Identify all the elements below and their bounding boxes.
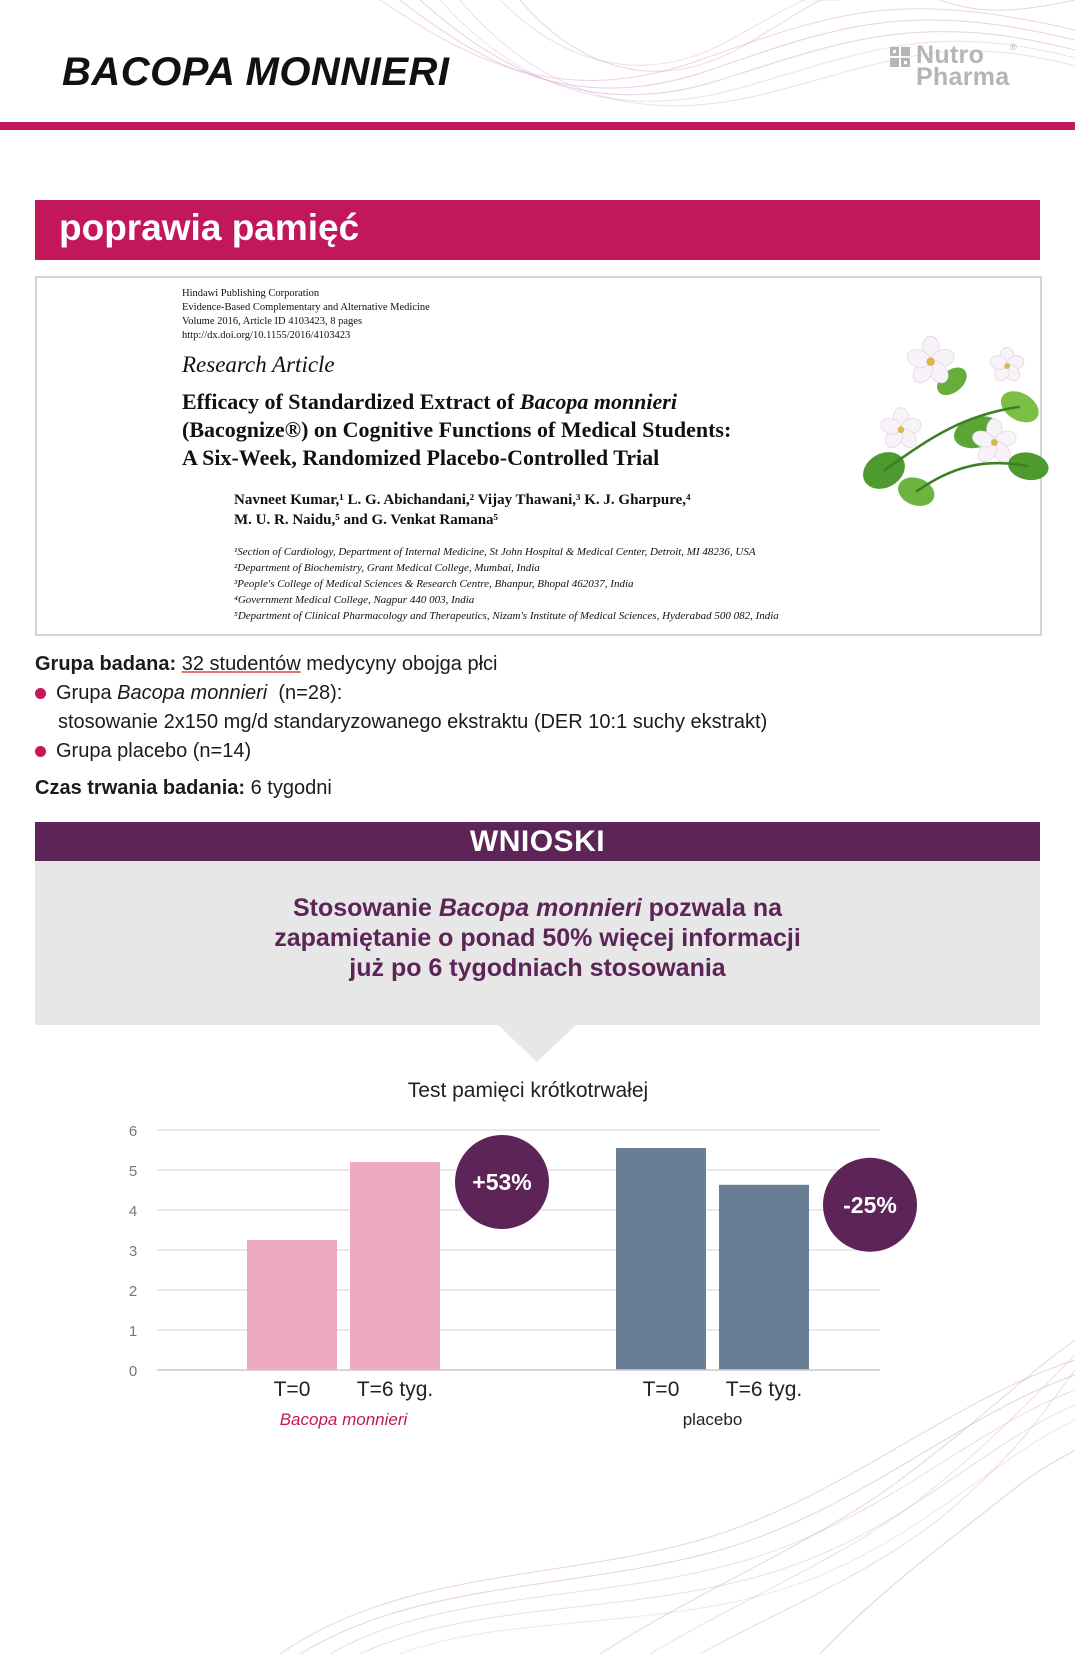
y-tick-label: 1 — [128, 1323, 138, 1340]
conclusion-line3: już po 6 tygodniach stosowania — [349, 954, 726, 982]
conclusion-species: Bacopa monnieri — [438, 894, 642, 922]
conclusions-text — [35, 893, 1040, 983]
header-divider — [0, 122, 1075, 130]
volume: Volume 2016, Article ID 4103423, 8 pages — [182, 316, 363, 327]
memory-test-chart — [0, 1070, 1075, 1450]
x-tick-label: T=6 tyg. — [725, 1378, 803, 1401]
bacopa-group-suffix: (n=28): — [267, 682, 343, 704]
header — [0, 0, 1075, 125]
affiliation-2: ²Department of Biochemistry, Grant Medical College, Mumbai, India — [234, 562, 540, 574]
bacopa-dose-line: stosowanie 2x150 mg/d standaryzowanego ekstraktu (DER 10:1 suchy ekstrakt) — [58, 711, 768, 733]
bar-placebo-t6 — [719, 1185, 809, 1370]
bullet-dot-icon — [35, 688, 46, 699]
section-banner — [35, 200, 1040, 260]
journal: Evidence-Based Complementary and Alternative Medicine — [182, 302, 430, 313]
conclusion-line2: zapamiętanie o ponad 50% więcej informacji — [274, 924, 801, 952]
study-details — [35, 650, 1035, 803]
x-tick-label: T=6 tyg. — [356, 1378, 434, 1401]
conclusions-heading: WNIOSKI — [469, 825, 606, 858]
article-type: Research Article — [182, 352, 335, 377]
bullet-dot-icon — [35, 746, 46, 757]
duration-line — [35, 774, 1035, 803]
duration-label: Czas trwania badania: — [35, 777, 246, 799]
section-title: poprawia pamięć — [59, 207, 360, 248]
logo-mark-icon — [890, 47, 910, 67]
doi: http://dx.doi.org/10.1155/2016/4103423 — [182, 330, 351, 341]
group-label: placebo — [682, 1410, 743, 1429]
bar-bacopa-t0 — [247, 1240, 337, 1370]
study-group-rest: medycyny obojga płci — [300, 653, 498, 675]
logo-registered-mark: ® — [1010, 42, 1017, 52]
article-title-line1-a: Efficacy of Standardized Extract of — [182, 389, 520, 414]
article-title-line2: (Bacognize®) on Cognitive Functions of Medical Students: — [182, 417, 732, 442]
study-group-line — [35, 650, 1035, 679]
conclusion-line1-a: Stosowanie — [292, 894, 439, 922]
affiliation-3: ³People's College of Medical Sciences & Research Centre, Bhanpur, Bhopal 462037, India — [234, 578, 634, 590]
y-tick-label: 4 — [128, 1203, 138, 1220]
study-group-label: Grupa badana: — [35, 653, 177, 675]
bacopa-group-prefix: Grupa — [56, 682, 118, 704]
publication-meta — [182, 287, 430, 343]
x-tick-label: T=0 — [273, 1378, 311, 1401]
article-title-species: Bacopa monnieri — [519, 389, 677, 414]
nutropharma-logo — [890, 41, 1020, 94]
page-title: BACOPA MONNIERI — [62, 50, 450, 94]
duration-value: 6 tygodni — [245, 777, 332, 799]
authors-line1: Navneet Kumar,¹ L. G. Abichandani,² Vijay Thawani,³ K. J. Gharpure,⁴ — [234, 492, 691, 508]
authors-line2: M. U. R. Naidu,⁵ and G. Venkat Ramana⁵ — [234, 512, 499, 528]
y-tick-label: 0 — [128, 1363, 138, 1380]
conclusions-pointer — [497, 1024, 577, 1062]
y-tick-label: 3 — [128, 1243, 138, 1260]
article-title — [182, 388, 822, 472]
bacopa-group-line — [35, 679, 1035, 708]
article-title-line3: A Six-Week, Randomized Placebo-Controlled Trial — [182, 445, 660, 470]
publisher: Hindawi Publishing Corporation — [182, 288, 320, 299]
affiliation-1: ¹Section of Cardiology, Department of Internal Medicine, St John Hospital & Medical Center, Detroit, MI 48236, USA — [234, 546, 756, 558]
change-badge-label: -25% — [843, 1191, 897, 1218]
affiliation-4: ⁴Government Medical College, Nagpur 440 003, India — [234, 594, 475, 606]
affiliations — [234, 544, 934, 624]
placebo-group-line — [35, 737, 1035, 766]
study-group-count: 32 studentów — [181, 653, 301, 675]
bar-bacopa-t6 — [350, 1162, 440, 1370]
conclusion-line1-c: pozwala na — [641, 894, 782, 922]
placebo-group-text: Grupa placebo (n=14) — [56, 740, 252, 762]
bacopa-flower-image — [850, 330, 1075, 560]
conclusions-banner — [35, 822, 1040, 861]
logo-line1: Nutro — [916, 41, 985, 69]
bacopa-group-name: Bacopa monnieri — [117, 682, 268, 704]
chart-title: Test pamięci krótkotrwałej — [407, 1079, 649, 1102]
y-tick-label: 5 — [128, 1163, 138, 1180]
bar-placebo-t0 — [616, 1148, 706, 1370]
affiliation-5: ⁵Department of Clinical Pharmacology and Therapeutics, Nizam's Institute of Medical Sciences, Hyderabad 500 082, India — [234, 610, 779, 622]
logo-line2: Pharma — [916, 63, 1010, 91]
x-tick-label: T=0 — [642, 1378, 680, 1401]
y-tick-label: 6 — [128, 1123, 138, 1140]
group-label: Bacopa monnieri — [279, 1410, 408, 1429]
article-authors — [234, 490, 794, 530]
change-badge-label: +53% — [472, 1169, 532, 1195]
y-tick-label: 2 — [128, 1283, 138, 1300]
conclusions-box — [35, 861, 1040, 1025]
